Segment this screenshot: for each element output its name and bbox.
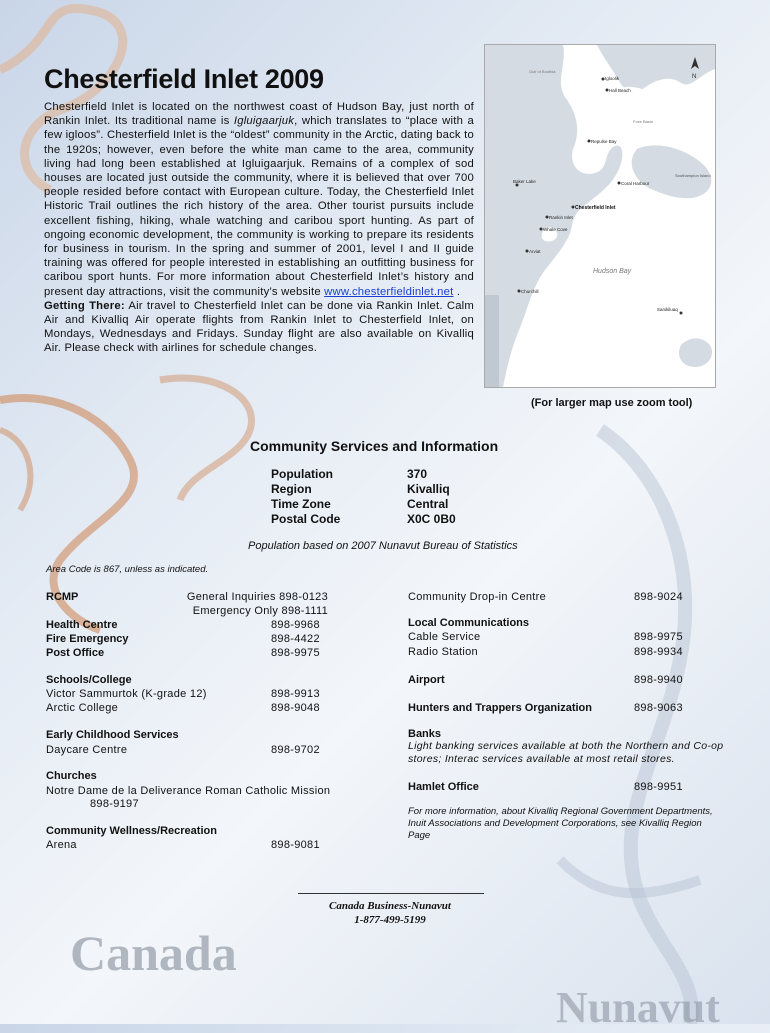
- stat-value-time-zone: Central: [407, 497, 449, 511]
- dropin-number: 898-9024: [634, 591, 683, 603]
- arena-name: Arena: [46, 839, 77, 851]
- map-label-churchill: Churchill: [521, 289, 539, 294]
- map-label-sanikiluaq: Sanikiluaq: [657, 307, 678, 312]
- map-label-gulf: Gulf of Boothia: [529, 69, 556, 74]
- getting-there-label: Getting There:: [44, 299, 125, 312]
- stat-label-time-zone: Time Zone: [271, 497, 331, 511]
- church1-number: 898-9197: [90, 798, 139, 810]
- school1-name: Victor Sammurtok (K-grade 12): [46, 688, 207, 700]
- map-label-rankin-inlet: Rankin Inlet: [549, 215, 573, 220]
- services-title: Community Services and Information: [250, 438, 499, 454]
- map-label-foxe-basin: Foxe Basin: [633, 119, 654, 124]
- map-label-hudson-bay: Hudson Bay: [593, 268, 632, 275]
- map-label-chesterfield-inlet: Chesterfield Inlet: [575, 205, 616, 211]
- map-label-whale-cove: Whale Cove: [543, 227, 568, 232]
- church1-name: Notre Dame de la Deliverance Roman Catholic Mission: [46, 785, 331, 797]
- airport-label: Airport: [408, 674, 445, 686]
- wellness-label: Community Wellness/Recreation: [46, 825, 217, 837]
- website-link[interactable]: www.chesterfieldinlet.net: [324, 285, 454, 298]
- map-label-hall-beach: Hall Beach: [609, 88, 631, 93]
- cable-label: Cable Service: [408, 631, 481, 643]
- stat-label-region: Region: [271, 482, 312, 496]
- footer: [300, 899, 480, 927]
- map-label-southampton: Southampton Island: [675, 173, 711, 178]
- churches-label: Churches: [46, 770, 97, 782]
- daycare-name: Daycare Centre: [46, 744, 128, 756]
- intro-paragraph: [44, 100, 474, 356]
- fire-label: Fire Emergency: [46, 633, 129, 645]
- map-label-repulse-bay: Repulse Bay: [591, 139, 617, 144]
- hamlet-label: Hamlet Office: [408, 781, 479, 793]
- radio-label: Radio Station: [408, 646, 478, 658]
- map-drawing: [485, 45, 715, 387]
- rcmp-general: General Inquiries 898-0123: [186, 591, 328, 603]
- dropin-label: Community Drop-in Centre: [408, 591, 547, 603]
- stat-value-postal-code: X0C 0B0: [407, 512, 456, 526]
- zoom-note: (For larger map use zoom tool): [531, 397, 693, 409]
- school1-number: 898-9913: [271, 688, 320, 700]
- canada-wordmark: Canada: [70, 925, 237, 981]
- stat-value-population: 370: [407, 467, 428, 481]
- population-note: Population based on 2007 Nunavut Bureau of Statistics: [248, 540, 518, 552]
- health-number: 898-9968: [271, 619, 320, 631]
- map-label-igloolik: Igloolik: [605, 76, 620, 81]
- footer-org: Canada Business-Nunavut: [329, 900, 451, 912]
- region-map[interactable]: [484, 44, 716, 388]
- stat-label-population: Population: [271, 467, 333, 481]
- intro-text-2: , which translates to “place with a few igloos”. Chesterfield Inlet is the “oldest” community in the Arctic, dating back to the 1920s; however, even before the white man came to the area, community living had long been established at Igluigaarjuk. Remains of a complex of sod houses are located just outside the community, where it is believed that over 700 people resided before contact with European culture. Today, the Chesterfield Inlet Historic Trail outlines the rich history of the area. Other tourist pursuits include excellent fishing, hiking, whale watching and caribou sport hunting. As part of ongoing economic development, the community is working to prepare its residents for business in tourism. In the spring and summer of 2001, level I and II guide training was offered for people interested in establishing an outfitting business for caribou sport hunts. For more information about Chesterfield Inlet’s history and present day attractions, visit the community’s website: [44, 115, 474, 298]
- traditional-name: Igluigaarjuk: [233, 115, 295, 128]
- stats-values: [407, 467, 456, 527]
- intro-text-3: .: [453, 285, 461, 298]
- svg-text:N: N: [692, 74, 697, 80]
- map-label-arviat: Arviat: [529, 249, 541, 254]
- page-title: Chesterfield Inlet 2009: [44, 64, 324, 94]
- more-info-note: For more information, about Kivalliq Regional Government Departments, Inuit Associations and Development Corporations, see Kivalliq Region Page: [408, 806, 713, 841]
- rcmp-label: RCMP: [46, 591, 79, 603]
- hto-label: Hunters and Trappers Organization: [408, 702, 592, 714]
- radio-number: 898-9934: [634, 646, 683, 658]
- arena-number: 898-9081: [271, 839, 320, 851]
- school2-name: Arctic College: [46, 702, 119, 714]
- hto-number: 898-9063: [634, 702, 683, 714]
- footer-divider: [298, 893, 484, 894]
- map-label-baker-lake: Baker Lake: [513, 179, 536, 184]
- stat-value-region: Kivalliq: [407, 482, 450, 496]
- intro-text-1: Chesterfield Inlet is located on the northwest coast of Hudson Bay, just north of Rankin Inlet. Its traditional name is: [44, 101, 474, 128]
- banks-note: Light banking services available at both the Northern and Co-op stores; Interac services available at most retail stores.: [408, 740, 724, 765]
- childhood-label: Early Childhood Services: [46, 729, 179, 741]
- local-comm-label: Local Communications: [408, 617, 530, 629]
- stats-labels: [271, 467, 340, 527]
- rcmp-emergency: Emergency Only 898-1111: [192, 605, 328, 617]
- post-number: 898-9975: [271, 647, 320, 659]
- banks-label: Banks: [408, 728, 442, 740]
- airport-number: 898-9940: [634, 674, 683, 686]
- nunavut-logo: Nunavut: [556, 983, 720, 1032]
- getting-there-text: Air travel to Chesterfield Inlet can be done via Rankin Inlet. Calm Air and Kivalliq Air operate flights from Rankin Inlet to Chesterfield Inlet, on Mondays, Wednesdays and Fridays. Sunday flight are also available on Kivalliq Air. Please check with airlines for schedule changes.: [44, 299, 474, 355]
- schools-label: Schools/College: [46, 674, 132, 686]
- stat-label-postal-code: Postal Code: [271, 512, 341, 526]
- health-label: Health Centre: [46, 619, 118, 631]
- post-label: Post Office: [46, 647, 105, 659]
- fire-number: 898-4422: [271, 633, 320, 645]
- area-code-note: Area Code is 867, unless as indicated.: [46, 564, 209, 575]
- hamlet-number: 898-9951: [634, 781, 683, 793]
- map-label-coral-harbour: Coral Harbour: [621, 181, 650, 186]
- daycare-number: 898-9702: [271, 744, 320, 756]
- cable-number: 898-9975: [634, 631, 683, 643]
- footer-phone: 1-877-499-5199: [354, 914, 426, 926]
- school2-number: 898-9048: [271, 702, 320, 714]
